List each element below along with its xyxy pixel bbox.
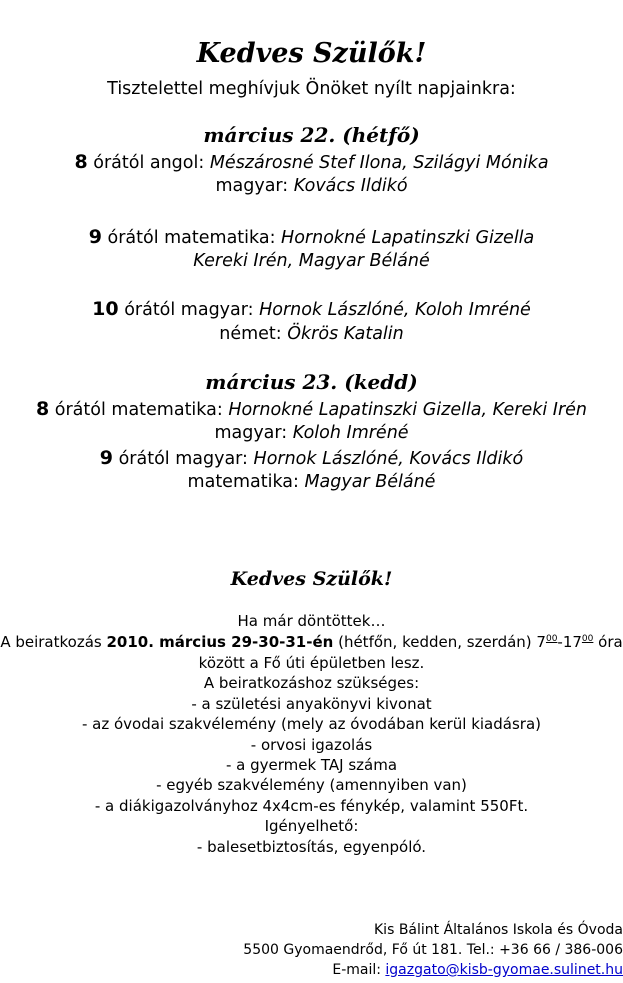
day2-line4 <box>0 472 623 492</box>
requirement-item: - egyéb szakvélemény (amennyiben van) <box>156 776 467 794</box>
hour: 10 <box>92 298 119 320</box>
teachers: Mészárosné Stef Ilona, Szilágyi Mónika <box>209 153 549 173</box>
teachers: Hornok Lászlóné, Koloh Imréné <box>259 300 531 320</box>
day1-line5 <box>0 298 623 320</box>
requirement-item: - a gyermek TAJ száma <box>225 756 398 774</box>
enroll-text: (hétfőn, kedden, szerdán) 7 <box>333 633 546 651</box>
teachers: Kereki Irén, Magyar Béláné <box>193 251 430 271</box>
hour: 9 <box>88 226 102 248</box>
enroll-intro: Ha már döntöttek… <box>237 612 386 630</box>
teachers: Hornokné Lapatinszki Gizella, Kereki Irén <box>228 400 588 420</box>
subject: magyar: <box>215 176 294 196</box>
day2-line1 <box>0 398 623 420</box>
page-title: Kedves Szülők! <box>196 38 427 69</box>
optional-item: - balesetbiztosítás, egyenpóló. <box>196 838 427 856</box>
requirement-item: - az óvodai szakvélemény (mely az óvodában kerül kiadásra) <box>81 715 541 733</box>
minutes: 00 <box>581 634 594 644</box>
day2-line2 <box>0 423 623 443</box>
enroll-dates <box>0 633 623 651</box>
enroll-text: óra <box>593 633 623 651</box>
teachers: Koloh Imréné <box>292 423 409 443</box>
day2-title: március 23. (kedd) <box>205 370 418 394</box>
subject: órától angol: <box>87 153 210 173</box>
subject: magyar: <box>214 423 293 443</box>
school-name: Kis Bálint Általános Iskola és Óvoda <box>374 922 623 938</box>
subject: órától matematika: <box>49 400 229 420</box>
enroll-text: -17 <box>557 633 582 651</box>
requirements-heading: A beiratkozáshoz szükséges: <box>203 674 420 692</box>
teachers: Hornok Lászlóné, Kovács Ildikó <box>253 449 524 469</box>
requirement-item: - orvosi igazolás <box>250 736 373 754</box>
day1-line3 <box>0 226 623 248</box>
school-email <box>332 962 623 978</box>
enroll-location: között a Fő úti épületben lesz. <box>198 654 425 672</box>
subject: matematika: <box>187 472 305 492</box>
hour: 8 <box>35 398 50 420</box>
teachers: Kovács Ildikó <box>293 176 408 196</box>
teachers: Magyar Béláné <box>304 472 436 492</box>
day1-line4 <box>0 251 623 271</box>
hour: 9 <box>99 447 114 469</box>
teachers: Ökrös Katalin <box>287 324 404 344</box>
minutes: 00 <box>545 634 558 644</box>
subject: órától matematika: <box>101 228 282 248</box>
subject: német: <box>219 324 288 344</box>
invitation-text: Tisztelettel meghívjuk Önöket nyílt napjainkra: <box>107 79 516 99</box>
subject: órától magyar: <box>113 449 254 469</box>
enroll-date: 2010. március 29-30-31-én <box>106 633 334 651</box>
optional-heading: Igényelhető: <box>264 817 359 835</box>
day2-line3 <box>0 447 623 469</box>
requirement-item: - a születési anyakönyvi kivonat <box>191 695 432 713</box>
requirement-item: - a diákigazolványhoz 4x4cm-es fénykép, valamint 550Ft. <box>94 797 529 815</box>
day1-line2 <box>0 176 623 196</box>
day1-title: március 22. (hétfő) <box>203 123 420 147</box>
subject: órától magyar: <box>118 300 260 320</box>
enroll-text: A beiratkozás <box>0 633 107 651</box>
day1-line6 <box>0 324 623 344</box>
teachers: Hornokné Lapatinszki Gizella <box>281 228 535 248</box>
section-heading: Kedves Szülők! <box>230 568 393 590</box>
hour: 8 <box>74 151 88 173</box>
day1-line1 <box>0 151 623 173</box>
school-address: 5500 Gyomaendrőd, Fő út 181. Tel.: +36 66 / 386-006 <box>243 942 623 958</box>
email-link[interactable]: igazgato@kisb-gyomae.sulinet.hu <box>385 962 623 978</box>
email-label: E-mail: <box>332 962 386 978</box>
